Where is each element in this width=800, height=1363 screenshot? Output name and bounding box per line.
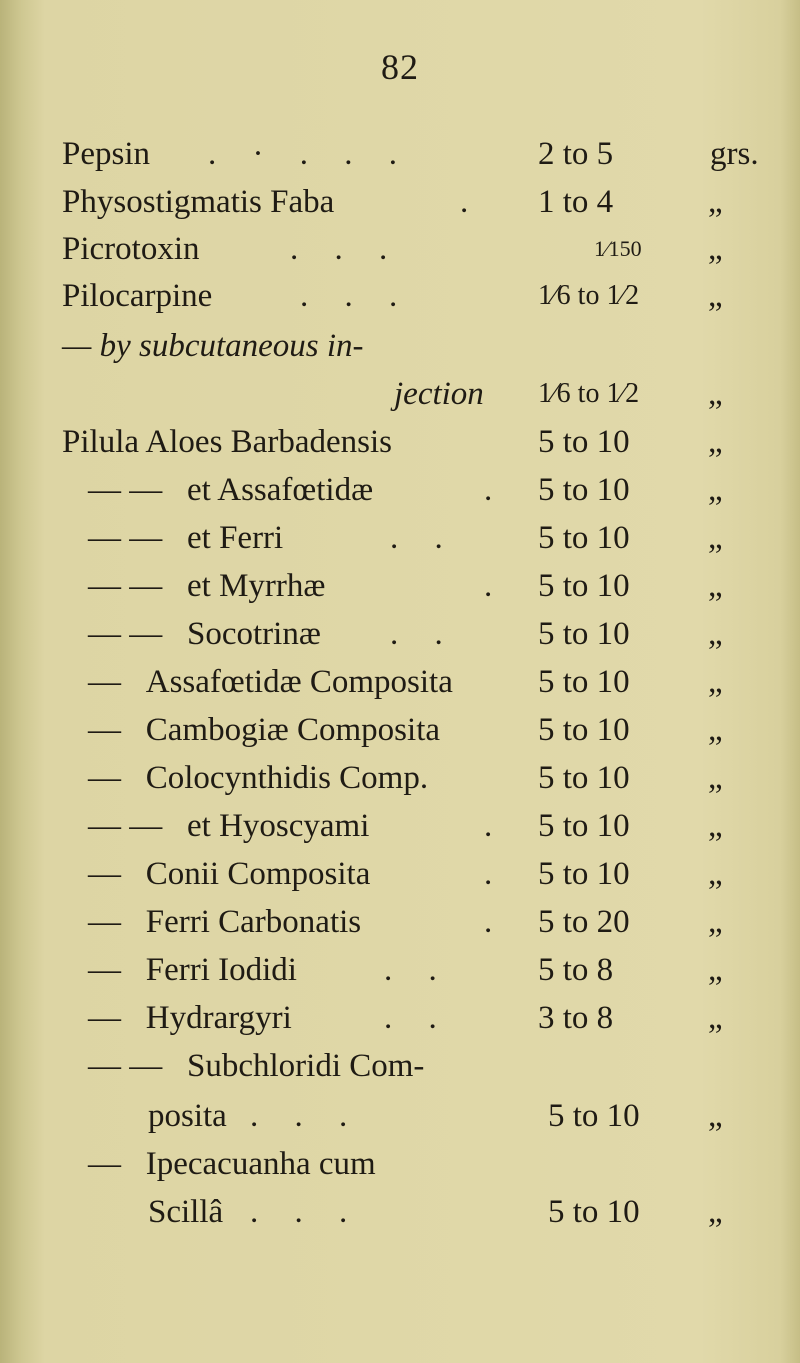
leader-dots: . . (384, 1000, 451, 1036)
unit: „ (708, 616, 723, 652)
leader-dots: . . . (250, 1098, 362, 1134)
dose: 2 to 5 (538, 136, 614, 172)
unit: „ (708, 1000, 723, 1036)
dash-prefix: — (62, 328, 92, 364)
dose: 5 to 10 (538, 520, 630, 556)
unit: „ (708, 904, 723, 940)
leader-dots: . . . (290, 231, 402, 267)
leader-dots: . . . (300, 278, 412, 314)
dose: 5 to 10 (538, 472, 630, 508)
dash-prefix: — (88, 856, 121, 892)
drug-name: Pilocarpine (62, 278, 213, 314)
dose: 5 to 8 (538, 952, 614, 988)
drug-name (88, 562, 325, 610)
drug-name-text: by subcutaneous in- (99, 328, 364, 364)
table-row (0, 178, 800, 226)
leader-dots: . (460, 184, 483, 220)
dash-prefix: — (88, 1146, 121, 1182)
drug-name: Picrotoxin (62, 231, 200, 267)
dash-prefix: — (88, 1000, 121, 1036)
table-row (0, 514, 800, 562)
leader-dots: . · . . . (208, 136, 411, 172)
dose: 5 to 10 (538, 664, 630, 700)
drug-name (88, 1042, 424, 1090)
unit: „ (708, 712, 723, 748)
table-row (0, 1188, 800, 1236)
dose: 1⁄150 (594, 236, 642, 261)
table-row (0, 1042, 800, 1090)
dose: 5 to 10 (548, 1098, 640, 1134)
drug-name-text: Assafœtidæ Composita (145, 664, 453, 700)
leader-dots: . . (384, 952, 451, 988)
unit: „ (708, 664, 723, 700)
table-row (0, 225, 800, 273)
table-row (0, 322, 800, 370)
dose: 5 to 10 (538, 616, 630, 652)
table-row (0, 466, 800, 514)
table-row (0, 658, 800, 706)
dose: 5 to 10 (538, 760, 630, 796)
unit: „ (708, 472, 723, 508)
table-row (0, 994, 800, 1042)
dose: 5 to 10 (538, 856, 630, 892)
drug-name (88, 898, 361, 946)
dash-prefix: — (88, 952, 121, 988)
drug-name-text: Conii Composita (145, 856, 371, 892)
table-row (0, 272, 800, 320)
table-row (0, 706, 800, 754)
dash-prefix: — — (88, 616, 163, 652)
unit: „ (708, 760, 723, 796)
unit: grs. (710, 136, 759, 172)
leader-dots: . (484, 472, 507, 508)
table-row (0, 802, 800, 850)
leader-dots: . (484, 904, 507, 940)
unit: „ (708, 1194, 723, 1230)
drug-name (88, 850, 370, 898)
drug-name (88, 514, 283, 562)
table-row (0, 946, 800, 994)
dose: 5 to 10 (548, 1194, 640, 1230)
dash-prefix: — — (88, 520, 163, 556)
unit: „ (708, 520, 723, 556)
dose: 3 to 8 (538, 1000, 614, 1036)
drug-name: Physostigmatis Faba (62, 184, 335, 220)
leader-dots: . . . (250, 1194, 362, 1230)
drug-name (88, 658, 453, 706)
leader-dots: . . (390, 520, 457, 556)
drug-name: Pepsin (62, 136, 151, 172)
table-row (0, 754, 800, 802)
drug-name: jection (394, 376, 484, 412)
unit: „ (708, 568, 723, 604)
drug-name (88, 754, 428, 802)
unit: „ (708, 952, 723, 988)
drug-name-text: Ferri Iodidi (145, 952, 297, 988)
drug-name (88, 802, 369, 850)
unit: „ (708, 376, 723, 412)
drug-name-text: Socotrinæ (187, 616, 321, 652)
drug-name-text: Subchloridi Com- (187, 1048, 425, 1084)
drug-name-text: et Hyoscyami (187, 808, 370, 844)
drug-name: Scillâ (148, 1194, 224, 1230)
table-row (0, 850, 800, 898)
drug-name: posita (148, 1098, 227, 1134)
unit: „ (708, 808, 723, 844)
unit: „ (708, 184, 723, 220)
unit: „ (708, 278, 723, 314)
table-row (0, 562, 800, 610)
drug-name-text: Ipecacuanha cum (145, 1146, 376, 1182)
drug-name (88, 610, 321, 658)
dose: 1⁄6 to 1⁄2 (538, 280, 640, 311)
leader-dots: . (484, 568, 507, 604)
drug-name-text: Hydrargyri (145, 1000, 292, 1036)
drug-name-text: et Myrrhæ (187, 568, 326, 604)
dash-prefix: — (88, 904, 121, 940)
table-row (0, 418, 800, 466)
dash-prefix: — (88, 712, 121, 748)
drug-name (88, 946, 297, 994)
page-number: 82 (381, 47, 419, 87)
dose: 1⁄6 to 1⁄2 (538, 378, 640, 409)
dose: 5 to 20 (538, 904, 630, 940)
unit: „ (708, 231, 723, 267)
drug-name-text: Colocynthidis Comp. (145, 760, 429, 796)
dose: 5 to 10 (538, 808, 630, 844)
table-row (0, 1140, 800, 1188)
dash-prefix: — (88, 664, 121, 700)
drug-name (88, 994, 292, 1042)
drug-name-text: et Ferri (187, 520, 284, 556)
dash-prefix: — — (88, 472, 163, 508)
table-row (0, 1092, 800, 1140)
drug-name-text: Cambogiæ Composita (145, 712, 441, 748)
unit: „ (708, 856, 723, 892)
dash-prefix: — — (88, 568, 163, 604)
drug-name (62, 322, 364, 370)
table-row (0, 610, 800, 658)
drug-name: Pilula Aloes Barbadensis (62, 424, 392, 460)
leader-dots: . (484, 856, 507, 892)
dose: 1 to 4 (538, 184, 614, 220)
dash-prefix: — (88, 760, 121, 796)
unit: „ (708, 1098, 723, 1134)
leader-dots: . . (390, 616, 457, 652)
drug-name (88, 706, 440, 754)
drug-name-text: Ferri Carbonatis (145, 904, 362, 940)
drug-name (88, 1140, 376, 1188)
drug-name (88, 466, 373, 514)
drug-name-text: et Assafœtidæ (187, 472, 374, 508)
dash-prefix: — — (88, 808, 163, 844)
table-row (0, 898, 800, 946)
dose: 5 to 10 (538, 712, 630, 748)
dose: 5 to 10 (538, 568, 630, 604)
leader-dots: . (484, 808, 507, 844)
table-row (0, 130, 800, 178)
unit: „ (708, 424, 723, 460)
dash-prefix: — — (88, 1048, 163, 1084)
table-row (0, 370, 800, 418)
dose: 5 to 10 (538, 424, 630, 460)
